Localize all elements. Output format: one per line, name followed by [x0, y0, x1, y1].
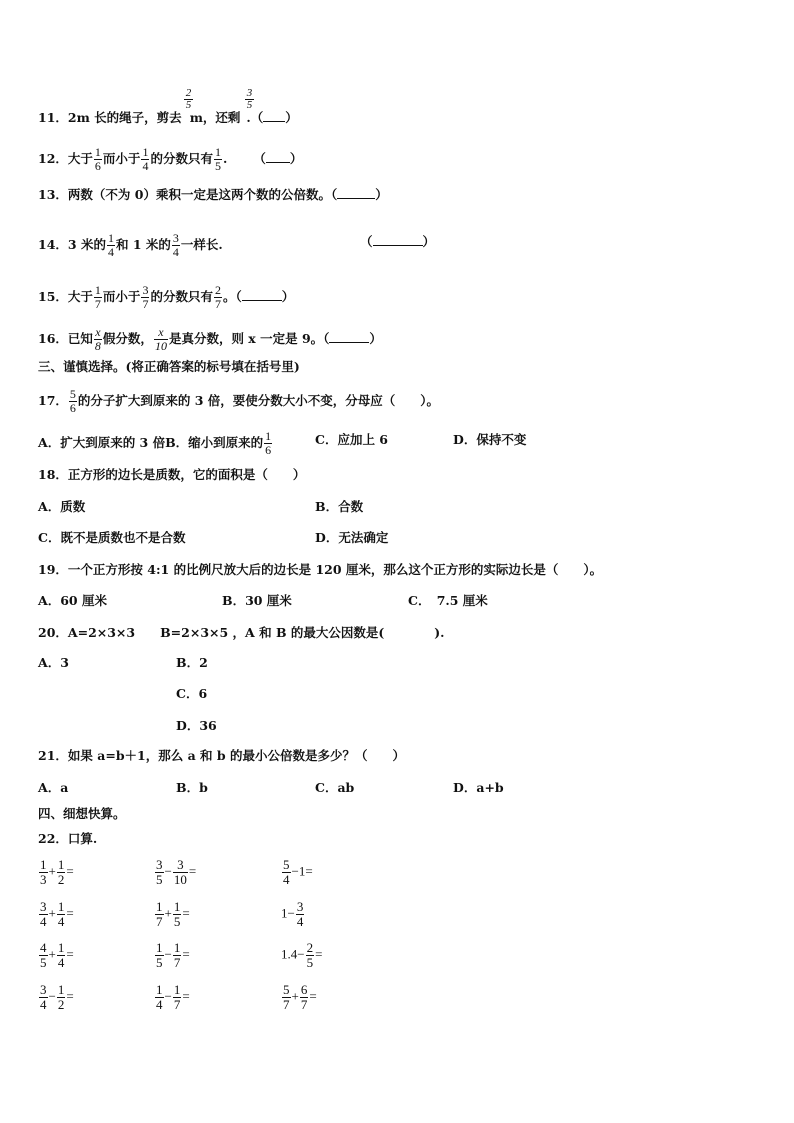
option-c[interactable]: C． 7.5 厘米 [408, 593, 488, 608]
fraction: $\frac{1}{7}$ [94, 283, 101, 311]
calc-operator: = [66, 905, 74, 921]
fraction: $\frac{1}{5}$ [156, 940, 163, 970]
question-21: 21．如果 a=b＋1，那么 a 和 b 的最小公倍数是多少？（ ） [38, 748, 406, 763]
fraction: $\frac{1}{4}$ [156, 982, 163, 1012]
q11-text-b: m，还剩 [189, 110, 241, 125]
q12-text: 的分数只有 [150, 151, 213, 166]
calc-operator: = [66, 863, 74, 879]
q15-text: 大于 [67, 289, 93, 304]
q11-num: 11． [38, 110, 68, 125]
fraction: $\frac{3}{4}$ [40, 982, 47, 1012]
question-19: 19．一个正方形按 4:1 的比例尺放大后的边长是 120 厘米，那么这个正方形的实际边长是（ ）。 [38, 562, 603, 577]
fraction: 2 5 [185, 87, 192, 111]
option-a[interactable]: A．a [38, 780, 69, 795]
q12-num: 12． [38, 151, 68, 166]
fraction: $\frac{x}{10}$ [154, 325, 167, 353]
fraction: $\frac{1}{7}$ [156, 899, 163, 929]
question-22: 22．口算. [38, 831, 98, 846]
calc-operator: = [182, 988, 190, 1004]
q16-text: ） [369, 331, 382, 346]
calc-expression [38, 941, 74, 970]
calc-expression [154, 858, 196, 887]
q15-text: ） [281, 289, 295, 304]
calc-operator: = [309, 988, 317, 1004]
q16-num: 16． [38, 331, 68, 346]
calc-expression [154, 900, 190, 929]
option-d[interactable]: D．无法确定 [315, 530, 389, 545]
answer-blank[interactable] [242, 300, 282, 301]
answer-blank[interactable] [263, 121, 285, 122]
q15-text: 。（ [222, 289, 242, 304]
option-c[interactable]: C．既不是质数也不是合数 [38, 530, 186, 545]
fraction: $\frac{1}{3}$ [40, 857, 47, 887]
question-14 [38, 232, 223, 259]
fraction: $\frac{3}{7}$ [142, 283, 149, 311]
calc-operator: + [48, 863, 56, 879]
calc-operator: = [188, 863, 197, 879]
option-d[interactable]: D．保持不变 [453, 432, 527, 447]
calc-operator: + [48, 946, 56, 962]
q17-num: 17． [38, 393, 68, 408]
option-b[interactable]: B．合数 [315, 499, 364, 514]
calc-expression [281, 858, 313, 887]
q12-text: 而小于 [102, 151, 141, 166]
q12-text: ） [289, 151, 303, 166]
question-12 [38, 146, 302, 173]
option-b[interactable]: B．b [176, 780, 208, 795]
fraction: $\frac{2}{5}$ [306, 940, 314, 970]
calc-operator: + [48, 905, 56, 921]
fraction: $\frac{1}{6}$ [265, 429, 272, 457]
option-d[interactable]: D．a+b [453, 780, 504, 795]
fraction: $\frac{1}{4}$ [57, 940, 65, 970]
q14-text: 3 米的 [67, 237, 106, 252]
calc-expression [38, 900, 74, 929]
calc-operator: −1= [291, 863, 313, 879]
q16-text: 假分数， [102, 331, 153, 346]
option-a[interactable]: A．60 厘米 [38, 593, 107, 608]
calc-expression [281, 900, 305, 929]
option-a[interactable]: A．质数 [38, 499, 86, 514]
calc-operator: − [164, 988, 172, 1004]
fraction: $\frac{1}{4}$ [57, 899, 65, 929]
calc-operator: 1− [281, 905, 295, 921]
q14-text: 和 1 米的 [115, 237, 171, 252]
option-a[interactable]: A．3 [38, 655, 69, 670]
fraction: $\frac{4}{5}$ [40, 940, 47, 970]
question-16 [38, 326, 382, 353]
fraction: $\frac{x}{8}$ [94, 325, 101, 353]
calc-operator: − [164, 946, 172, 962]
answer-blank[interactable] [266, 162, 290, 163]
fraction: $\frac{1}{7}$ [173, 940, 181, 970]
calc-operator: + [164, 905, 172, 921]
fraction: $\frac{1}{4}$ [142, 145, 149, 173]
q12-text: （ [253, 151, 266, 166]
question-13 [38, 187, 388, 203]
calc-operator: − [164, 863, 172, 879]
question-11 [38, 110, 298, 126]
q11-text-d: ） [285, 110, 298, 125]
question-15 [38, 284, 294, 311]
calc-expression [154, 941, 190, 970]
answer-blank[interactable] [373, 245, 423, 246]
fraction: $\frac{1}{2}$ [57, 857, 65, 887]
fraction: 3 5 [246, 87, 253, 111]
calc-expression [281, 941, 322, 970]
answer-blank[interactable] [329, 342, 369, 343]
option-c[interactable]: C．6 [176, 686, 208, 701]
q11-text-c: .（ [246, 110, 264, 125]
option-d[interactable]: D．36 [176, 718, 217, 733]
q11-text-a: 2m 长的绳子，剪去 [67, 110, 182, 125]
section-4-heading: 四、细想快算。 [38, 806, 126, 821]
option-c[interactable]: C．ab [315, 780, 355, 795]
option-b[interactable]: B．2 [176, 655, 208, 670]
calc-operator: = [315, 946, 323, 962]
q15-text: 的分数只有 [150, 289, 213, 304]
q17-text: 的分子扩大到原来的 3 倍，要使分数大小不变，分母应（ ）。 [77, 393, 440, 408]
fraction: $\frac{3}{4}$ [40, 899, 47, 929]
answer-blank[interactable] [337, 198, 375, 199]
fraction: $\frac{1}{7}$ [173, 982, 181, 1012]
fraction: $\frac{2}{7}$ [214, 283, 221, 311]
calc-expression [38, 983, 74, 1012]
calc-operator: 1.4− [281, 946, 305, 962]
q17-options [38, 430, 273, 457]
fraction: $\frac{1}{5}$ [173, 899, 181, 929]
section-3-heading: 三、谨慎选择。(将正确答案的标号填在括号里) [38, 359, 300, 374]
calc-expression [281, 983, 317, 1012]
fraction: $\frac{5}{4}$ [283, 857, 290, 887]
fraction: $\frac{1}{5}$ [214, 145, 221, 173]
q14-text: 一样长. [180, 237, 223, 252]
fraction: $\frac{1}{2}$ [57, 982, 65, 1012]
fraction: $\frac{1}{4}$ [107, 231, 114, 259]
q14-answer: （ ） [360, 234, 436, 249]
q14-num: 14． [38, 237, 68, 252]
calc-operator: − [48, 988, 56, 1004]
fraction: $\frac{6}{7}$ [300, 982, 308, 1012]
q12-text: 大于 [67, 151, 93, 166]
option-b[interactable]: B．30 厘米 [222, 593, 292, 608]
fraction: $\frac{3}{4}$ [172, 231, 179, 259]
q13-text: ） [375, 187, 388, 202]
calc-operator: = [66, 988, 74, 1004]
fraction: $\frac{5}{7}$ [283, 982, 290, 1012]
calc-expression [38, 858, 74, 887]
fraction: $\frac{3}{10}$ [173, 857, 187, 887]
fraction: $\frac{3}{5}$ [156, 857, 163, 887]
q15-text: 而小于 [102, 289, 141, 304]
fraction: $\frac{1}{6}$ [94, 145, 101, 173]
fraction: $\frac{3}{4}$ [296, 899, 304, 929]
option-c[interactable]: C．应加上 6 [315, 432, 388, 447]
question-18: 18．正方形的边长是质数，它的面积是（ ） [38, 467, 306, 482]
q16-text: 已知 [67, 331, 93, 346]
fraction: $\frac{5}{6}$ [69, 387, 76, 415]
calc-expression [154, 983, 190, 1012]
q12-text: . [222, 151, 228, 166]
option-a-b[interactable]: A．扩大到原来的 3 倍B．缩小到原来的 [38, 435, 264, 450]
question-20: 20．A=2×3×3 B=2×3×5 ，A 和 B 的最大公因数是( ). [38, 625, 445, 640]
calc-operator: = [182, 946, 190, 962]
q15-num: 15． [38, 289, 68, 304]
q16-text: 是真分数，则 x 一定是 9。（ [168, 331, 330, 346]
calc-operator: = [182, 905, 190, 921]
question-17 [38, 388, 439, 415]
q13-text: 13．两数（不为 0）乘积一定是这两个数的公倍数。（ [38, 187, 338, 202]
calc-operator: + [291, 988, 299, 1004]
calc-operator: = [66, 946, 74, 962]
